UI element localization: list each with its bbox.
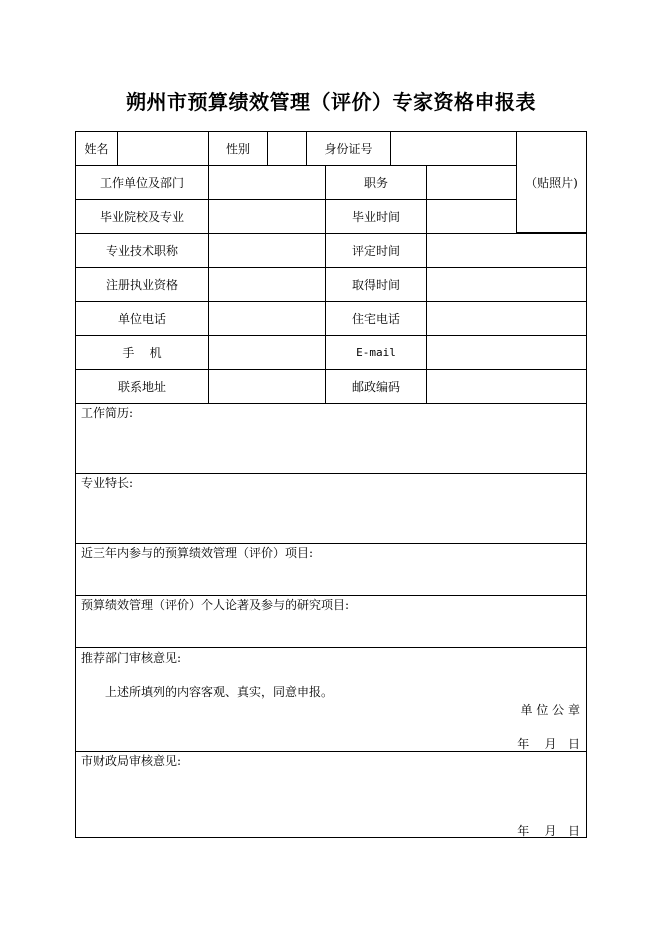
work-unit-field[interactable]	[208, 165, 326, 200]
reg-qualification-field[interactable]	[208, 267, 326, 302]
dept-review-date: 年 月 日	[517, 737, 580, 751]
address-label: 联系地址	[117, 380, 166, 394]
tech-title-label: 专业技术职称	[105, 244, 178, 258]
mobile-field[interactable]	[208, 335, 326, 370]
name-field[interactable]	[117, 131, 209, 166]
finance-review-date: 年 月 日	[517, 824, 580, 838]
obtain-time-label: 取得时间	[351, 278, 400, 292]
home-phone-label: 住宅电话	[351, 312, 400, 326]
obtain-time-field[interactable]	[426, 267, 587, 302]
reg-qualification-label: 注册执业资格	[105, 278, 178, 292]
specialty-section[interactable]	[75, 473, 587, 544]
grad-time-label: 毕业时间	[351, 210, 400, 224]
home-phone-field[interactable]	[426, 301, 587, 336]
gender-field[interactable]	[267, 131, 307, 166]
position-label: 职务	[363, 176, 388, 190]
specialty-label: 专业特长:	[81, 476, 134, 490]
mobile-label: 手 机	[122, 346, 162, 360]
grad-time-field[interactable]	[426, 199, 517, 234]
gender-label: 性别	[225, 142, 250, 156]
name-label: 姓名	[84, 142, 109, 156]
photo-label: （贴照片)	[525, 175, 578, 190]
eval-time-label: 评定时间	[351, 244, 400, 258]
application-form	[75, 131, 587, 838]
id-number-label: 身份证号	[324, 142, 373, 156]
unit-phone-field[interactable]	[208, 301, 326, 336]
postcode-field[interactable]	[426, 369, 587, 404]
tech-title-field[interactable]	[208, 233, 326, 268]
unit-seal-label: 单 位 公 章	[520, 703, 580, 717]
email-label: E-mail	[356, 346, 396, 359]
form-title: 朔州市预算绩效管理（评价）专家资格申报表	[126, 90, 536, 114]
postcode-label: 邮政编码	[351, 380, 400, 394]
email-field[interactable]	[426, 335, 587, 370]
school-major-field[interactable]	[208, 199, 326, 234]
research-label: 预算绩效管理（评价）个人论著及参与的研究项目:	[81, 598, 350, 612]
recent-projects-label: 近三年内参与的预算绩效管理（评价）项目:	[81, 546, 314, 560]
id-number-field[interactable]	[390, 131, 517, 166]
position-field[interactable]	[426, 165, 517, 200]
finance-review-label: 市财政局审核意见:	[81, 754, 182, 768]
dept-review-label: 推荐部门审核意见:	[81, 651, 182, 665]
work-history-section[interactable]	[75, 403, 587, 474]
address-field[interactable]	[208, 369, 326, 404]
dept-statement: 上述所填列的内容客观、真实，同意申报。	[105, 685, 334, 699]
work-history-label: 工作简历:	[81, 406, 134, 420]
unit-phone-label: 单位电话	[117, 312, 166, 326]
school-major-label: 毕业院校及专业	[99, 210, 184, 224]
eval-time-field[interactable]	[426, 233, 587, 268]
work-unit-label: 工作单位及部门	[99, 176, 184, 190]
